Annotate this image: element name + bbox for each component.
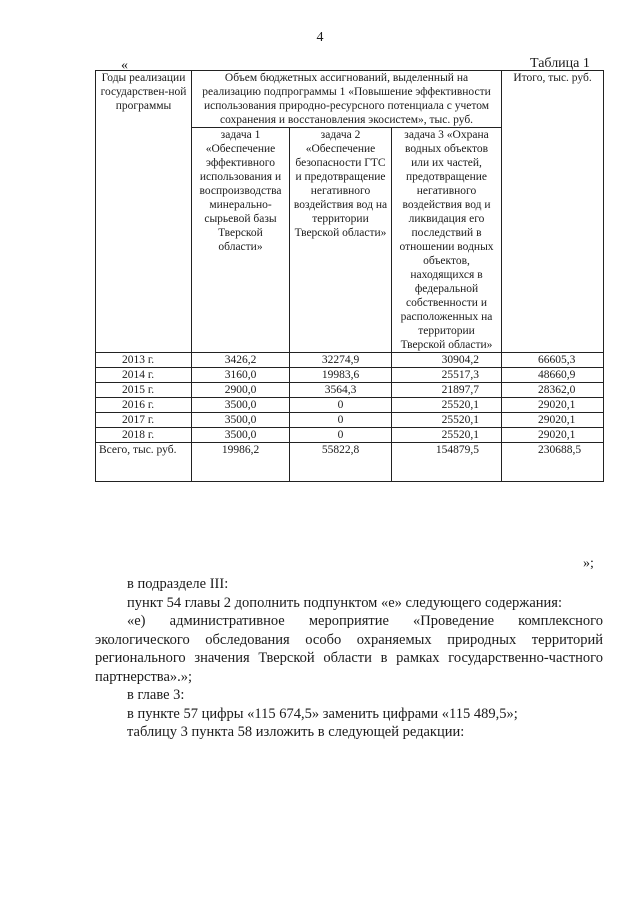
table-row (96, 368, 604, 383)
total-task1: 19986,2 (192, 443, 290, 482)
task1-cell: 3426,2 (192, 353, 290, 368)
header-task-1: задача 1 «Обеспечение эффективного использования и воспроизводства минерально-сырьевой базы Тверской области» (192, 128, 290, 353)
table-row (96, 428, 604, 443)
page-number: 4 (316, 30, 324, 45)
table-row (96, 398, 604, 413)
year-cell: 2014 г. (96, 368, 192, 383)
paragraph: в пункте 57 цифры «115 674,5» заменить цифрами «115 489,5»; (127, 705, 518, 722)
total-cell: 48660,9 (502, 368, 604, 383)
total-cell: 29020,1 (502, 398, 604, 413)
year-cell: 2013 г. (96, 353, 192, 368)
task2-cell: 0 (290, 398, 392, 413)
total-cell: 28362,0 (502, 383, 604, 398)
year-cell: 2015 г. (96, 383, 192, 398)
task2-cell: 0 (290, 413, 392, 428)
table-row (96, 383, 604, 398)
year-cell: 2016 г. (96, 398, 192, 413)
task2-cell: 0 (290, 428, 392, 443)
task2-cell: 32274,9 (290, 353, 392, 368)
total-task2: 55822,8 (290, 443, 392, 482)
task3-cell: 25520,1 (392, 398, 502, 413)
grand-total: 230688,5 (502, 443, 604, 482)
task2-cell: 19983,6 (290, 368, 392, 383)
table-caption: Таблица 1 (530, 56, 590, 71)
total-label: Всего, тыс. руб. (96, 443, 192, 482)
year-cell: 2017 г. (96, 413, 192, 428)
total-task3: 154879,5 (392, 443, 502, 482)
budget-table (95, 70, 604, 482)
year-cell: 2018 г. (96, 428, 192, 443)
task1-cell: 3500,0 (192, 398, 290, 413)
task3-cell: 25520,1 (392, 413, 502, 428)
task1-cell: 3500,0 (192, 413, 290, 428)
total-cell: 29020,1 (502, 413, 604, 428)
table-row (96, 413, 604, 428)
paragraph: таблицу 3 пункта 58 изложить в следующей редакции: (127, 724, 465, 740)
header-row (96, 71, 604, 128)
total-cell: 66605,3 (502, 353, 604, 368)
task3-cell: 21897,7 (392, 383, 502, 398)
header-years: Годы реализации государствен-ной программы (96, 71, 192, 353)
total-cell: 29020,1 (502, 428, 604, 443)
table-row (96, 353, 604, 368)
paragraph: «е) административное мероприятие «Проведение комплексного экологического обследования особо охраняемых природных территорий регионального значения Тверской области в рамках государственно-частного партнерства».»; (95, 613, 603, 685)
header-total: Итого, тыс. руб. (502, 71, 604, 353)
task1-cell: 2900,0 (192, 383, 290, 398)
task3-cell: 25520,1 (392, 428, 502, 443)
paragraph: в главе 3: (127, 687, 185, 703)
header-task-2: задача 2 «Обеспечение безопасности ГТС и предотвращение негативного воздействия вод на территории Тверской области» (290, 128, 392, 353)
task3-cell: 25517,3 (392, 368, 502, 383)
header-budget: Объем бюджетных ассигнований, выделенный на реализацию подпрограммы 1 «Повышение эффективности использования природно-ресурсного потенциала с учетом сохранения и восстановления экосистем», тыс. руб. (192, 71, 502, 128)
opening-quote-mark: « (121, 58, 128, 73)
paragraph: в подразделе III: (127, 576, 229, 592)
task2-cell: 3564,3 (290, 383, 392, 398)
task1-cell: 3160,0 (192, 368, 290, 383)
total-row (96, 443, 604, 482)
amendment-text (95, 575, 603, 742)
closing-quote-mark: »; (583, 556, 594, 571)
paragraph: пункт 54 главы 2 дополнить подпунктом «е» следующего содержания: (127, 594, 562, 611)
task1-cell: 3500,0 (192, 428, 290, 443)
header-task-3: задача 3 «Охрана водных объектов или их частей, предотвращение негативного воздействия вод и ликвидация его последствий в отношении водных объектов, находящихся в федеральной собственности и расположенных на территории Тверской области» (392, 128, 502, 353)
task3-cell: 30904,2 (392, 353, 502, 368)
